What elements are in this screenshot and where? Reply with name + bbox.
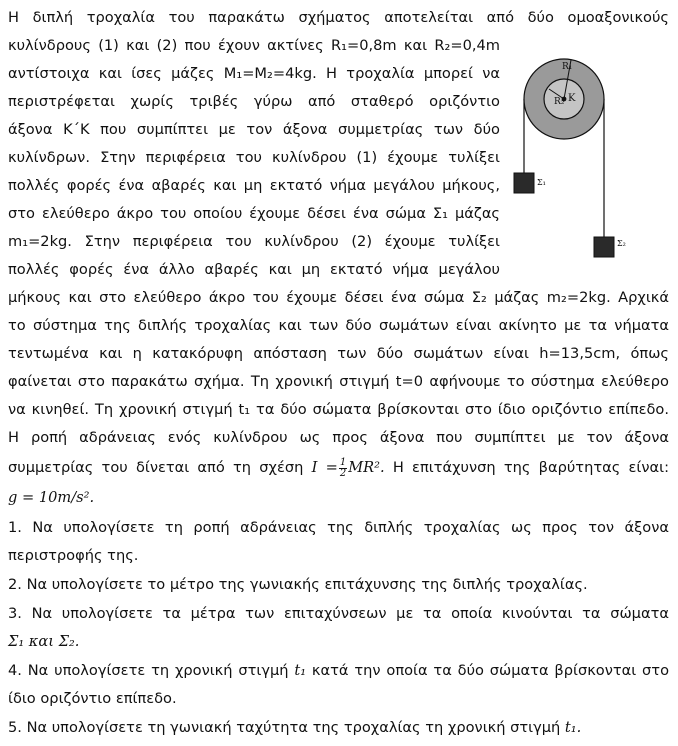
text-fragment: 4. Να υπολογίσετε τη χρονική στιγμή [8, 662, 289, 679]
pulley-figure [505, 45, 675, 265]
question-3: 3. Να υπολογίσετε τα μέτρα των επιταχύνσεων με τα οποία κινούνται τα σώματα [8, 605, 669, 622]
formula-fraction [339, 458, 347, 479]
text-line: Η ροπή αδράνειας ενός κυλίνδρου ως προς άξονα που συμπίπτει με τον άξονα [8, 429, 669, 446]
variable-t1: t₁. [564, 719, 582, 736]
text-line: τεντωμένα και η κατακόρυφη απόσταση των δύο σωμάτων είναι h=13,5cm, όπως [8, 345, 669, 362]
mass-S1 [514, 173, 534, 193]
question-3-cont: Σ₁ και Σ₂. [8, 633, 80, 650]
formula-rhs: MR². [348, 459, 385, 476]
text-line: να κινηθεί. Τη χρονική στιγμή t₁ τα δύο σώματα βρίσκονται στο ίδιο οριζόντιο επίπεδο. [8, 401, 669, 418]
formula-gravity: g = 10m/s². [8, 489, 95, 506]
question-1: 1. Να υπολογίσετε τη ροπή αδράνειας της διπλής τροχαλίας ως προς τον άξονα [8, 519, 669, 536]
text-line: άξονα Κ΄Κ που συμπίπτει με τον άξονα συμμετρίας των δύο [8, 121, 500, 138]
question-4-cont: ίδιο οριζόντιο επίπεδο. [8, 690, 177, 707]
label-R2: R₂ [554, 97, 565, 107]
text-line: αντίστοιχα και ίσες μάζες Μ₁=Μ₂=4kg. Η τροχαλία μπορεί να [8, 65, 500, 82]
fraction-denominator: 2 [339, 467, 347, 479]
label-S1: Σ₁ [537, 178, 546, 187]
label-K: K [568, 93, 576, 104]
text-line: στο ελεύθερο άκρο του οποίου έχουμε δέσει ένα σώμα Σ₁ μάζας [8, 205, 500, 222]
text-line: κυλίνδρους (1) και (2) που έχουν ακτίνες R₁=0,8m και R₂=0,4m [8, 37, 500, 54]
text-line: φαίνεται στο παρακάτω σχήμα. Τη χρονική στιγμή t=0 αφήνουμε το σύστημα ελεύθερο [8, 373, 669, 390]
fraction-numerator: 1 [339, 456, 347, 468]
text-line: μήκους και στο ελεύθερο άκρο του έχουμε δέσει ένα σώμα Σ₂ μάζας m₂=2kg. Αρχικά [8, 289, 669, 306]
text-line: κυλίνδρων. Στην περιφέρεια του κυλίνδρου (1) έχουμε τυλίξει [8, 149, 500, 166]
formula-lhs: I = [311, 459, 338, 476]
text-line: m₁=2kg. Στην περιφέρεια του κυλίνδρου (2) έχουμε τυλίξει [8, 233, 500, 250]
text-fragment: Η επιτάχυνση της βαρύτητας είναι: [392, 459, 669, 476]
mass-S2 [594, 237, 614, 257]
label-S2: Σ₂ [617, 239, 626, 248]
question-1-cont: περιστροφής της. [8, 547, 139, 564]
question-2: 2. Να υπολογίσετε το μέτρο της γωνιακής επιτάχυνσης της διπλής τροχαλίας. [8, 576, 588, 593]
text-line: περιστρέφεται χωρίς τριβές γύρω από σταθερό οριζόντιο [8, 93, 500, 110]
text-line: Η διπλή τροχαλία του παρακάτω σχήματος αποτελείται από δύο ομοαξονικούς [8, 9, 669, 26]
text-line-formula [8, 456, 669, 480]
question-5 [8, 716, 581, 740]
label-R1: R₁ [562, 62, 573, 72]
text-line: πολλές φορές ένα αβαρές και μη εκτατό νήμα μεγάλου μήκους, [8, 177, 500, 194]
text-line: το σύστημα της διπλής τροχαλίας και των δύο σωμάτων είναι ακίνητο με τα νήματα [8, 317, 669, 334]
text-line: πολλές φορές ένα άλλο αβαρές και μη εκτατό νήμα μεγάλου [8, 261, 500, 278]
text-fragment: κατά την οποία τα δύο σώματα βρίσκονται στο [311, 662, 670, 679]
question-4 [8, 659, 669, 683]
variable-t1: t₁ [294, 662, 307, 679]
text-fragment: 5. Να υπολογίσετε τη γωνιακή ταχύτητα της τροχαλίας τη χρονική στιγμή [8, 719, 561, 736]
text-fragment: συμμετρίας του δίνεται από τη σχέση [8, 459, 304, 476]
